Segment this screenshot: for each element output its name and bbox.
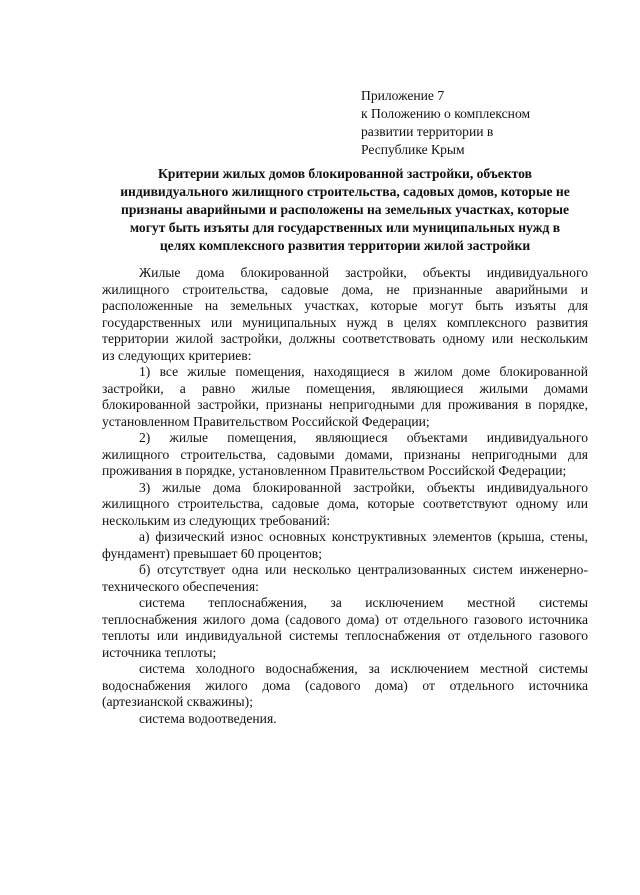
body-line: система холодного водоснабжения, за исключением местной системы: [139, 661, 588, 676]
body-line: блокированной застройки, признаны непригодными для проживания в порядке,: [102, 397, 588, 412]
body-line: технического обеспечения:: [102, 578, 259, 594]
body-line: водоснабжения жилого дома (садового дома) от отдельного источника: [102, 677, 588, 693]
body-line: система теплоснабжения, за исключением местной системы: [139, 595, 588, 610]
appendix-reference: [361, 87, 530, 159]
title-line: целях комплексного развития территории жилой застройки: [159, 238, 531, 253]
paragraph-criterion-3: [102, 480, 588, 530]
paragraph-criterion-1: [102, 364, 588, 430]
body-line: (артезианской скважины);: [102, 694, 253, 709]
body-line: 1) все жилые помещения, находящиеся в жилом доме блокированной: [139, 364, 588, 379]
body-line: жилищного строительства, садовыми домами, признаны непригодными для: [102, 446, 588, 462]
title-line: признаны аварийными и расположены на земельных участках, которые: [120, 202, 569, 217]
body-line: б) отсутствует одна или несколько централизованных систем инженерно-: [139, 562, 588, 577]
body-line: установленном Правительством Российской Федерации;: [102, 413, 430, 429]
body-line: 2) жилые помещения, являющиеся объектами индивидуального: [139, 430, 588, 445]
document-title: [100, 165, 590, 255]
body-line: а) физический износ основных конструктивных элементов (крыша, стены,: [139, 529, 588, 544]
body-line: государственных или муниципальных нужд в целях комплексного развития: [102, 314, 588, 330]
body-line: система водоотведения.: [139, 710, 277, 726]
paragraph-sewerage-system: [102, 711, 588, 728]
title-line: индивидуального жилищного строительства, садовых домов, которые не: [120, 184, 570, 199]
paragraph-heating-system: [102, 595, 588, 661]
body-line: застройки, а равно жилые помещения, являющиеся жилыми домами: [102, 380, 588, 396]
paragraph-requirement-b: [102, 562, 588, 595]
body-line: жилищного строительства, садовые дома, которые соответствуют одному или: [102, 496, 588, 511]
paragraph-intro: [102, 265, 588, 364]
body-line: расположенные на земельных участках, которые могут быть изъяты для: [102, 298, 588, 313]
body-line: 3) жилые дома блокированной застройки, объекты индивидуального: [139, 479, 588, 495]
appendix-line: Республике Крым: [361, 142, 465, 157]
body-line: источника теплоты;: [102, 644, 217, 660]
paragraph-requirement-a: [102, 529, 588, 562]
body-line: территории жилой застройки, должны соответствовать одному или нескольким: [102, 331, 588, 346]
body-line: нескольким из следующих требований:: [102, 512, 331, 528]
body-line: фундамент) превышает 60 процентов;: [102, 545, 322, 561]
appendix-line: развитии территории в: [361, 124, 494, 139]
body-line: жилищного строительства, садовые дома, не признанные аварийными и: [102, 281, 588, 297]
paragraph-cold-water-system: [102, 661, 588, 711]
paragraph-criterion-2: [102, 430, 588, 480]
appendix-line: к Положению о комплексном: [361, 106, 531, 121]
body-line: теплоснабжения жилого дома (садового дома) от отдельного газового источника: [102, 611, 588, 627]
title-line: могут быть изъяты для государственных или муниципальных нужд в: [129, 220, 561, 235]
document-body: [102, 265, 588, 727]
body-line: проживания в порядке, установленном Правительством Российской Федерации;: [102, 463, 567, 478]
title-line: Критерии жилых домов блокированной застройки, объектов: [158, 166, 532, 181]
body-line: теплоты или индивидуальной системы теплоснабжения от отдельного газового: [102, 628, 588, 643]
appendix-line: Приложение 7: [361, 88, 445, 103]
body-line: Жилые дома блокированной застройки, объекты индивидуального: [139, 265, 588, 280]
body-line: из следующих критериев:: [102, 347, 252, 363]
